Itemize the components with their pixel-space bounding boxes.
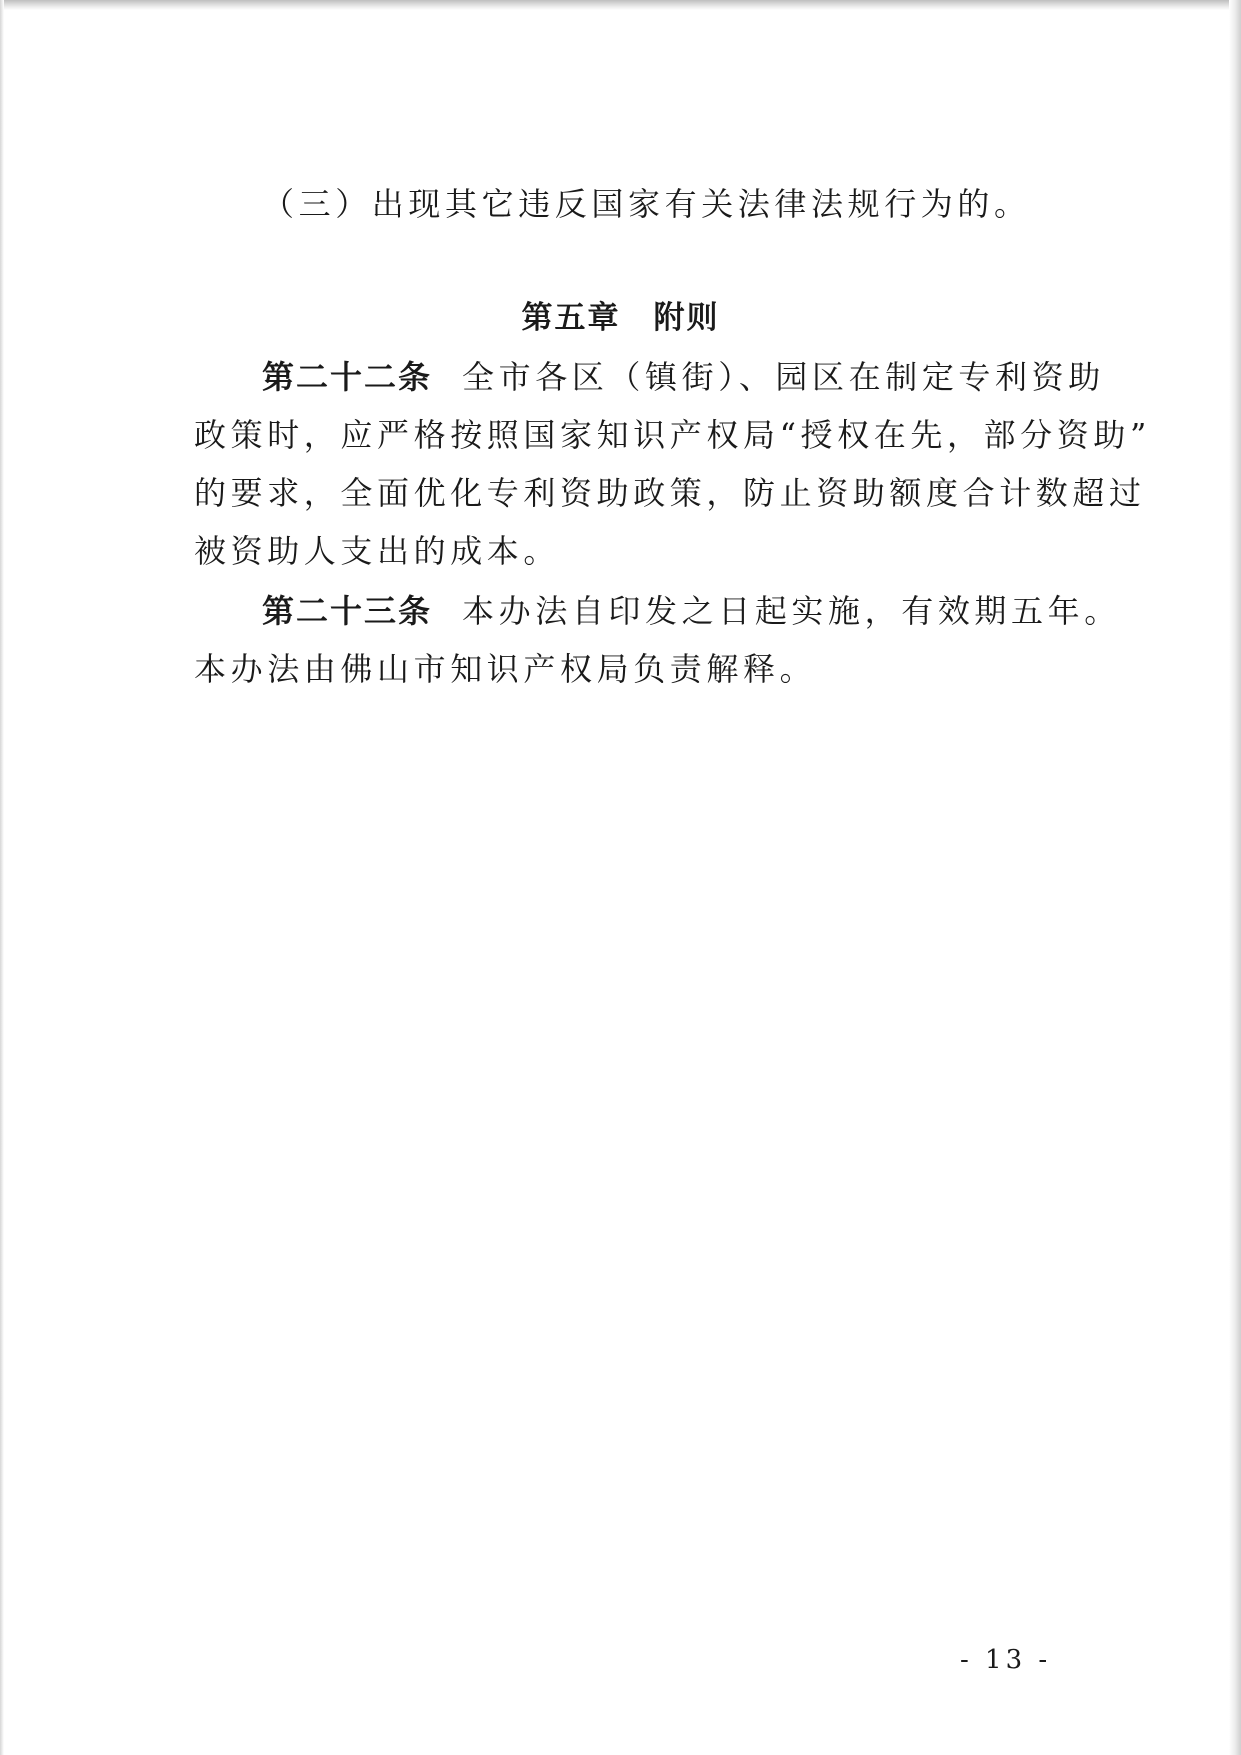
article-22-heading: 第二十二条 — [262, 358, 433, 396]
article-22-first-line — [262, 357, 1105, 397]
article-23-line-2: 本办法由佛山市知识产权局负责解释。 — [194, 650, 817, 688]
chapter-title: 第五章 附则 — [521, 300, 720, 336]
article-22-line-1: 全市各区（镇街）、园区在制定专利资助 — [462, 358, 1105, 396]
article-22-line-3: 的要求，全面优化专利资助政策，防止资助额度合计数超过 — [194, 474, 1146, 512]
article-23-line-1: 本办法自印发之日起实施，有效期五年。 — [462, 592, 1121, 630]
scan-edge-right — [1229, 0, 1241, 1755]
article-22-line-4: 被资助人支出的成本。 — [194, 532, 561, 570]
scan-edge-top — [0, 0, 1241, 10]
article-22-line-2: 政策时，应严格按照国家知识产权局“授权在先，部分资助” — [194, 416, 1151, 454]
page-number: - 13 - — [960, 1645, 1052, 1675]
article-23-first-line — [262, 591, 1121, 631]
scan-edge-left — [0, 0, 4, 1755]
article-23-heading: 第二十三条 — [262, 592, 433, 630]
clause-three-text: （三）出现其它违反国家有关法律法规行为的。 — [262, 185, 1031, 223]
